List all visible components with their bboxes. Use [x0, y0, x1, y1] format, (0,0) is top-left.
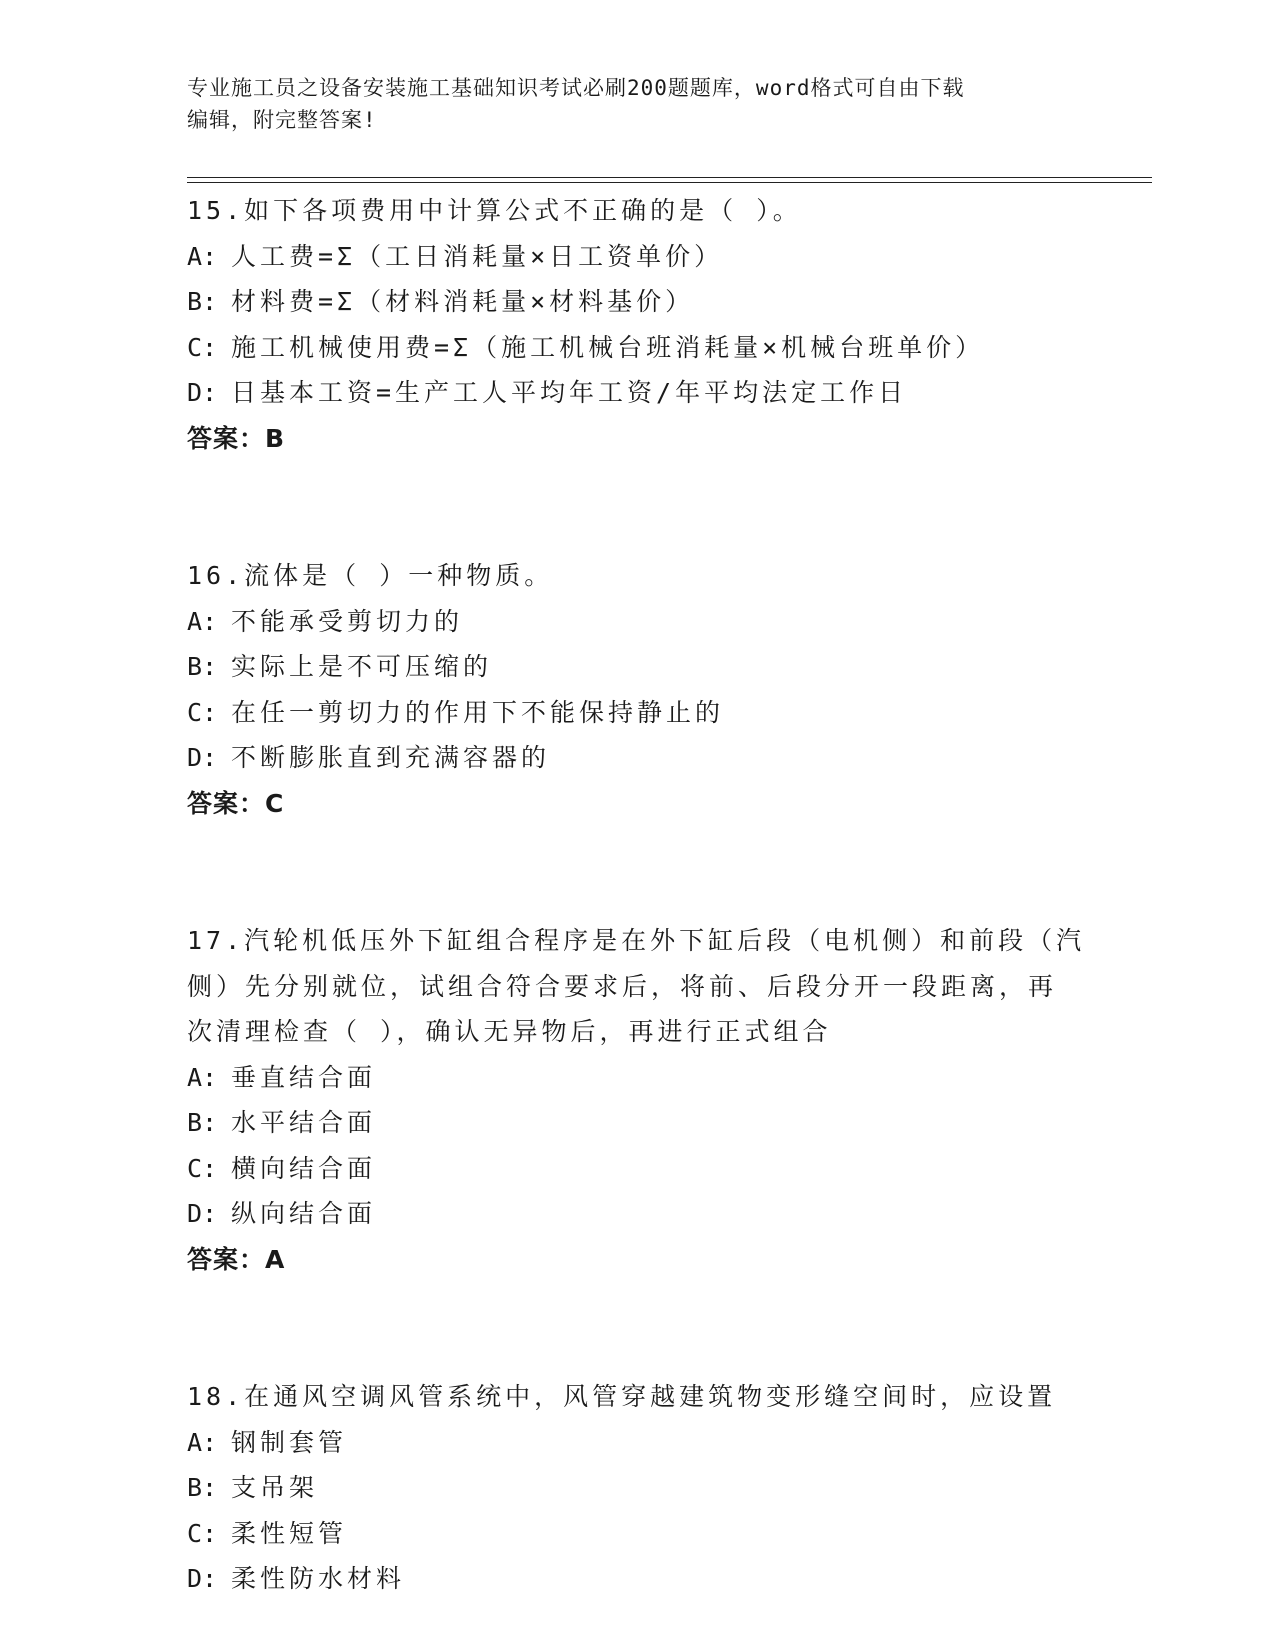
option-letter: A:	[187, 606, 218, 636]
option-c	[187, 325, 1087, 371]
question-15	[187, 188, 1087, 461]
option-c	[187, 1511, 1087, 1557]
option-d	[187, 1556, 1087, 1602]
option-text: 柔性防水材料	[231, 1564, 406, 1593]
option-letter: C:	[187, 1153, 218, 1183]
option-c	[187, 690, 1087, 736]
option-letter: A:	[187, 1062, 218, 1092]
option-letter: D:	[187, 1199, 218, 1228]
option-text: 柔性短管	[231, 1518, 348, 1548]
option-letter: C:	[187, 332, 218, 362]
option-a	[187, 599, 1087, 645]
option-b	[187, 279, 1087, 325]
option-letter: C:	[187, 1518, 218, 1548]
option-d	[187, 1191, 1087, 1237]
option-b	[187, 644, 1087, 690]
option-text: 施工机械使用费=Σ（施工机械台班消耗量×机械台班单价）	[231, 332, 985, 362]
option-letter: A:	[187, 1427, 218, 1457]
option-text: 日基本工资=生产工人平均年工资/年平均法定工作日	[231, 378, 908, 407]
option-text: 水平结合面	[231, 1108, 377, 1137]
option-text: 不能承受剪切力的	[231, 606, 464, 636]
option-text: 横向结合面	[231, 1153, 377, 1183]
spacer	[187, 461, 1087, 553]
header-line-2: 编辑，附完整答案!	[187, 108, 377, 132]
option-d	[187, 735, 1087, 781]
header-divider-top	[187, 177, 1152, 178]
option-text: 人工费=Σ（工日消耗量×日工资单价）	[231, 241, 724, 271]
option-text: 垂直结合面	[231, 1062, 377, 1092]
option-b	[187, 1100, 1087, 1146]
option-a	[187, 1055, 1087, 1101]
question-stem: 18.在通风空调风管系统中，风管穿越建筑物变形缝空间时，应设置	[187, 1382, 1057, 1411]
answer-line: 答案：C	[187, 788, 285, 818]
question-stem-line-2: 侧）先分别就位，试组合符合要求后，将前、后段分开一段距离，再	[187, 971, 1058, 1001]
header-line-1: 专业施工员之设备安装施工基础知识考试必刷200题题库，word格式可自由下载	[187, 76, 965, 100]
option-letter: B:	[187, 1108, 218, 1137]
answer-line: 答案：B	[187, 423, 286, 453]
option-letter: A:	[187, 241, 218, 271]
option-a	[187, 1420, 1087, 1466]
question-16	[187, 553, 1087, 826]
spacer	[187, 1282, 1087, 1374]
option-letter: D:	[187, 743, 218, 772]
document-header	[187, 72, 1087, 136]
option-d	[187, 370, 1087, 416]
option-text: 在任一剪切力的作用下不能保持静止的	[231, 697, 725, 727]
header-divider-bottom	[187, 182, 1152, 183]
option-letter: B:	[187, 652, 218, 681]
question-stem-line-1: 17.汽轮机低压外下缸组合程序是在外下缸后段（电机侧）和前段（汽	[187, 926, 1086, 955]
option-a	[187, 234, 1087, 280]
option-text: 纵向结合面	[231, 1199, 377, 1228]
option-text: 材料费=Σ（材料消耗量×材料基价）	[231, 287, 695, 316]
option-letter: B:	[187, 1473, 218, 1502]
option-b	[187, 1465, 1087, 1511]
spacer	[187, 826, 1087, 918]
option-letter: C:	[187, 697, 218, 727]
option-text: 钢制套管	[231, 1427, 348, 1457]
option-letter: D:	[187, 1564, 218, 1593]
option-text: 实际上是不可压缩的	[231, 652, 493, 681]
option-c	[187, 1146, 1087, 1192]
question-list	[187, 188, 1087, 1602]
option-text: 支吊架	[231, 1473, 319, 1502]
question-stem: 15.如下各项费用中计算公式不正确的是（ ）。	[187, 196, 802, 225]
option-letter: D:	[187, 378, 218, 407]
question-17	[187, 918, 1087, 1282]
question-18	[187, 1374, 1087, 1602]
option-letter: B:	[187, 287, 218, 316]
question-stem: 16.流体是（ ）一种物质。	[187, 561, 554, 590]
option-text: 不断膨胀直到充满容器的	[231, 743, 551, 772]
question-stem-line-3: 次清理检查（ ），确认无异物后，再进行正式组合	[187, 1017, 832, 1046]
answer-line: 答案：A	[187, 1244, 286, 1274]
